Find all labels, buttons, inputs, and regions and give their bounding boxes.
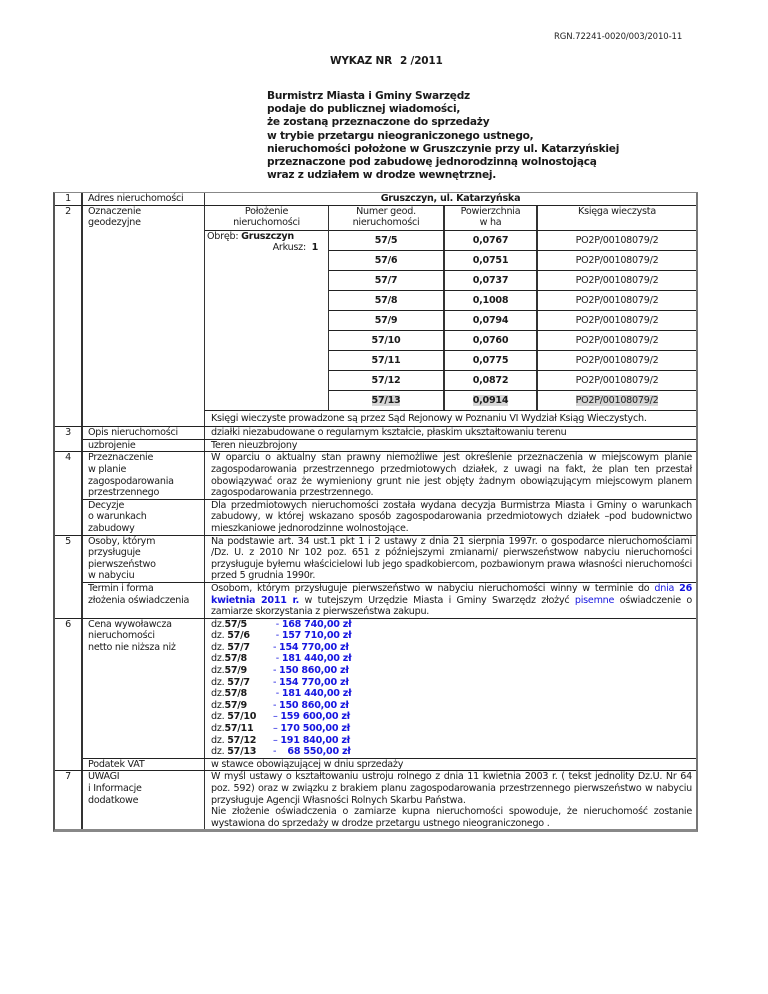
price-value: 150 860,00 zł xyxy=(279,699,349,711)
header-line: Położenie xyxy=(244,205,289,217)
parcel-number: 57/10 xyxy=(329,331,445,350)
deadline-date: 26 kwietnia 2011 r. xyxy=(211,582,692,606)
price-value: 154 770,00 zł xyxy=(279,676,349,688)
parcel-register: PO2P/00108079/2 xyxy=(575,294,659,306)
row-label: Adres nieruchomości xyxy=(83,193,205,205)
price-item: dz. 57/6 - 157 710,00 zł xyxy=(211,630,352,642)
price-parcel: dz.57/11 xyxy=(211,723,254,735)
header-area: Powierzchnia w ha xyxy=(445,206,538,230)
intro-line: podaje do publicznej wiadomości, xyxy=(267,103,461,116)
row-sublabel: Termin i forma złożenia oświadczenia xyxy=(83,583,205,618)
row-number: 2 xyxy=(55,206,83,427)
price-item: dz. 57/13 - 68 550,00 zł xyxy=(211,746,351,758)
parcel-grid xyxy=(329,206,696,410)
label-line: geodezyjne xyxy=(88,217,141,229)
parcel-row xyxy=(329,390,696,410)
row-priority xyxy=(55,535,696,618)
price-value: 157 710,00 zł xyxy=(281,630,352,642)
document-title xyxy=(330,55,443,67)
parcel-area: 0,0751 xyxy=(445,251,538,270)
header-register: Księga wieczysta xyxy=(578,205,656,217)
remarks-paragraph: Nie złożenie oświadczenia o zamiarze kupna nieruchomości spowoduje, że nieruchomość zostanie wystawiona do sprzedaży w drodze przetargu ustnego nieograniczonego . xyxy=(211,806,692,829)
parcel-row xyxy=(329,310,696,330)
intro-line: że zostaną przeznaczone do sprzedaży xyxy=(267,116,490,129)
parcel-row xyxy=(329,250,696,270)
price-value: 181 440,00 zł xyxy=(281,688,352,700)
row-sublabel: uzbrojenie xyxy=(83,440,205,452)
document-reference-number: RGN.72241-0020/003/2010-11 xyxy=(554,32,683,42)
row-label: Osoby, którym przysługuje pierwszeństwo w nabyciu xyxy=(83,536,205,582)
price-item: dz. 57/7 - 154 770,00 zł xyxy=(211,641,349,653)
price-item: dz. 57/7 - 154 770,00 zł xyxy=(211,676,349,688)
row-zoning xyxy=(55,451,696,534)
intro-line: Burmistrz Miasta i Gminy Swarzędz xyxy=(267,90,470,102)
obreb-value: Gruszczyn xyxy=(241,230,294,242)
obreb xyxy=(205,231,328,243)
building-decision-value: Dla przedmiotowych nieruchomości została wydana decyzja Burmistrza Miasta i Gminy o warunkach zabudowy, w której wskazano sposób zagospodarowania przedmiotowych działek –pod budownictwo mieszkaniowe jednorodzinne wolnostojące. xyxy=(211,499,692,534)
price-parcel: dz.57/5 xyxy=(211,618,247,630)
parcel-row xyxy=(329,350,696,370)
price-item: dz. 57/10 – 159 600,00 zł xyxy=(211,711,350,723)
parcel-number: 57/9 xyxy=(329,311,445,330)
parcel-number: 57/12 xyxy=(329,371,445,390)
arkusz-label: Arkusz: xyxy=(272,242,306,254)
price-item: dz.57/8 - 181 440,00 zł xyxy=(211,688,352,700)
price-parcel: dz. 57/12 xyxy=(211,734,257,746)
parcel-area: 0,1008 xyxy=(445,291,538,310)
price-parcel: dz. 57/7 xyxy=(211,676,250,688)
remarks-paragraph: W myśl ustawy o kształtowaniu ustroju rolnego z dnia 11 kwietnia 2003 r. ( tekst jednolity Dz.U. Nr 64 poz. 592) oraz w związku z brakiem planu zagospodarowania przestrzennego pierwszeństwo w nabyciu przysługuje Agencji Własności Rolnych Skarbu Państwa. xyxy=(211,771,692,806)
parcel-number: 57/5 xyxy=(329,231,445,250)
vat-value: w stawce obowiązującej w dniu sprzedaży xyxy=(211,758,404,770)
parcel-register: PO2P/00108079/2 xyxy=(575,254,659,266)
location-header xyxy=(205,206,328,231)
location-column xyxy=(205,206,329,410)
parcel-number: 57/6 xyxy=(329,251,445,270)
price-parcel: dz.57/9 xyxy=(211,665,247,677)
parcel-row xyxy=(329,330,696,350)
obreb-label: Obręb: xyxy=(207,230,239,242)
parcel-number: 57/11 xyxy=(329,351,445,370)
row-sublabel: Podatek VAT xyxy=(83,759,205,771)
intro-line: wraz z udziałem w drodze wewnętrznej. xyxy=(267,169,497,182)
parcel-register: PO2P/00108079/2 xyxy=(575,334,659,346)
row-price xyxy=(55,618,696,771)
parcel-row xyxy=(329,270,696,290)
dnia-text: dnia xyxy=(654,582,675,594)
parcel-area: 0,0760 xyxy=(445,331,538,350)
price-value: 181 440,00 zł xyxy=(281,653,352,665)
property-table xyxy=(53,192,698,832)
parcel-number: 57/13 xyxy=(329,391,445,410)
parcel-number: 57/7 xyxy=(329,271,445,290)
price-item: dz.57/8 - 181 440,00 zł xyxy=(211,653,352,665)
row-number: 6 xyxy=(55,619,83,771)
price-parcel: dz. 57/10 xyxy=(211,711,257,723)
parcel-area: 0,0872 xyxy=(445,371,538,390)
price-parcel: dz.57/8 xyxy=(211,688,247,700)
header-number: Numer geod. nieruchomości xyxy=(329,206,445,230)
price-value: 154 770,00 zł xyxy=(279,641,349,653)
remarks-value xyxy=(205,771,696,829)
parcel-register: PO2P/00108079/2 xyxy=(575,394,659,406)
row-number: 3 xyxy=(55,427,83,451)
intro-paragraph xyxy=(267,90,619,182)
price-parcel: dz. 57/6 xyxy=(211,630,250,642)
row-label xyxy=(83,206,205,427)
row-remarks xyxy=(55,770,696,829)
parcel-register: PO2P/00108079/2 xyxy=(575,354,659,366)
parcel-register: PO2P/00108079/2 xyxy=(575,374,659,386)
row-description xyxy=(55,426,696,451)
row-label: Cena wywoławcza nieruchomości netto nie niższa niż xyxy=(83,619,205,758)
price-list xyxy=(205,619,696,758)
row-address xyxy=(55,193,696,205)
price-item: dz. 57/12 – 191 840,00 zł xyxy=(211,734,350,746)
parcel-area: 0,0914 xyxy=(445,391,538,410)
price-parcel: dz. 57/7 xyxy=(211,641,250,653)
price-item: dz.57/5 - 168 740,00 zł xyxy=(211,618,352,630)
address-value: Gruszczyn, ul. Katarzyńska xyxy=(380,193,521,204)
price-item: dz.57/9 - 150 860,00 zł xyxy=(211,699,349,711)
register-note: Księgi wieczyste prowadzone są przez Sąd Rejonowy w Poznaniu VI Wydział Ksiąg Wieczystych. xyxy=(205,410,696,427)
parcel-area: 0,0775 xyxy=(445,351,538,370)
row-label: UWAGI i Informacje dodatkowe xyxy=(83,771,205,829)
row-geodetic xyxy=(55,205,696,427)
row-number: 4 xyxy=(55,452,83,534)
title-number: 2 /2011 xyxy=(400,55,443,67)
arkusz xyxy=(205,242,328,254)
parcel-area: 0,0767 xyxy=(445,231,538,250)
intro-line: przeznaczone pod zabudowę jednorodzinną wolnostojącą xyxy=(267,156,597,169)
parcel-header-row xyxy=(329,206,696,230)
parcel-row xyxy=(329,230,696,250)
row-label: Przeznaczenie w planie zagospodarowania przestrzennego xyxy=(83,452,205,498)
label-line: Oznaczenie xyxy=(88,205,141,217)
arkusz-value: 1 xyxy=(311,242,318,254)
geodetic-table xyxy=(205,206,696,410)
price-item: dz.57/9 - 150 860,00 zł xyxy=(211,665,349,677)
parcel-register: PO2P/00108079/2 xyxy=(575,234,659,246)
row-number: 7 xyxy=(55,771,83,829)
intro-line: nieruchomości położone w Gruszczynie przy ul. Katarzyńskiej xyxy=(267,142,620,155)
parcel-row xyxy=(329,370,696,390)
pisemne-text: pisemne xyxy=(574,594,615,606)
priority-value: Na podstawie art. 34 ust.1 pkt 1 i 2 ustawy z dnia 21 sierpnia 1997r. o gospodarce nieruchomościami /Dz. U. z 2010 Nr 102 poz. 651 z późniejszymi zmianami/ pierwszeństwow nabyciu nieruchomości przysługuje byłemu właścicielowi lub jego spadkobiercom, pozbawionym prawa własności nieruchomości przed 5 grudnia 1990r. xyxy=(211,535,692,582)
price-value: 191 840,00 zł xyxy=(280,734,350,746)
price-parcel: dz.57/9 xyxy=(211,699,247,711)
price-value: 159 600,00 zł xyxy=(280,711,350,723)
row-number: 1 xyxy=(55,193,83,205)
price-value: 168 740,00 zł xyxy=(281,618,352,630)
price-item: dz.57/11 – 170 500,00 zł xyxy=(211,723,350,735)
title-prefix: WYKAZ NR xyxy=(330,55,392,67)
price-parcel: dz. 57/13 xyxy=(211,746,257,758)
price-value: 170 500,00 zł xyxy=(280,723,350,735)
parcel-row xyxy=(329,290,696,310)
price-value: 68 550,00 zł xyxy=(287,746,351,758)
geodetic-cell xyxy=(205,206,696,427)
parcel-number: 57/8 xyxy=(329,291,445,310)
utilities-value: Teren nieuzbrojony xyxy=(211,439,298,451)
intro-line: w trybie przetargu nieograniczonego ustnego, xyxy=(267,129,534,142)
price-parcel: dz.57/8 xyxy=(211,653,247,665)
price-value: 150 860,00 zł xyxy=(279,665,349,677)
parcel-register: PO2P/00108079/2 xyxy=(575,314,659,326)
description-value: działki niezabudowane o regularnym kształcie, płaskim ukształtowaniu terenu xyxy=(211,427,567,439)
row-number: 5 xyxy=(55,536,83,618)
zoning-value: W oparciu o aktualny stan prawny niemożliwe jest określenie przeznaczenia w miejscowym planie zagospodarowania przestrzennego przedmiotowych działek, z uwagi na fakt, że plan ten przestał obowiązywać oraz że wymieniony grunt nie jest objęty żadnym obowiązującym miejscowym planem zagospodarowania przestrzennego. xyxy=(211,452,692,499)
deadline-value: Osobom, którym przysługuje pierwszeństwo w nabyciu nieruchomości winny w terminie do dnia 26 kwietnia 2011 r. w tutejszym Urzędzie Miasta i Gminy Swarzędz złożyć pisemne oświadczenie o zamiarze skorzystania z pierwszeństwa zakupu. xyxy=(211,582,692,618)
parcel-area: 0,0737 xyxy=(445,271,538,290)
header-line: nieruchomości xyxy=(233,217,300,229)
parcel-area: 0,0794 xyxy=(445,311,538,330)
row-sublabel: Decyzje o warunkach zabudowy xyxy=(83,500,205,535)
row-label: Opis nieruchomości xyxy=(83,427,205,439)
parcel-register: PO2P/00108079/2 xyxy=(575,274,659,286)
